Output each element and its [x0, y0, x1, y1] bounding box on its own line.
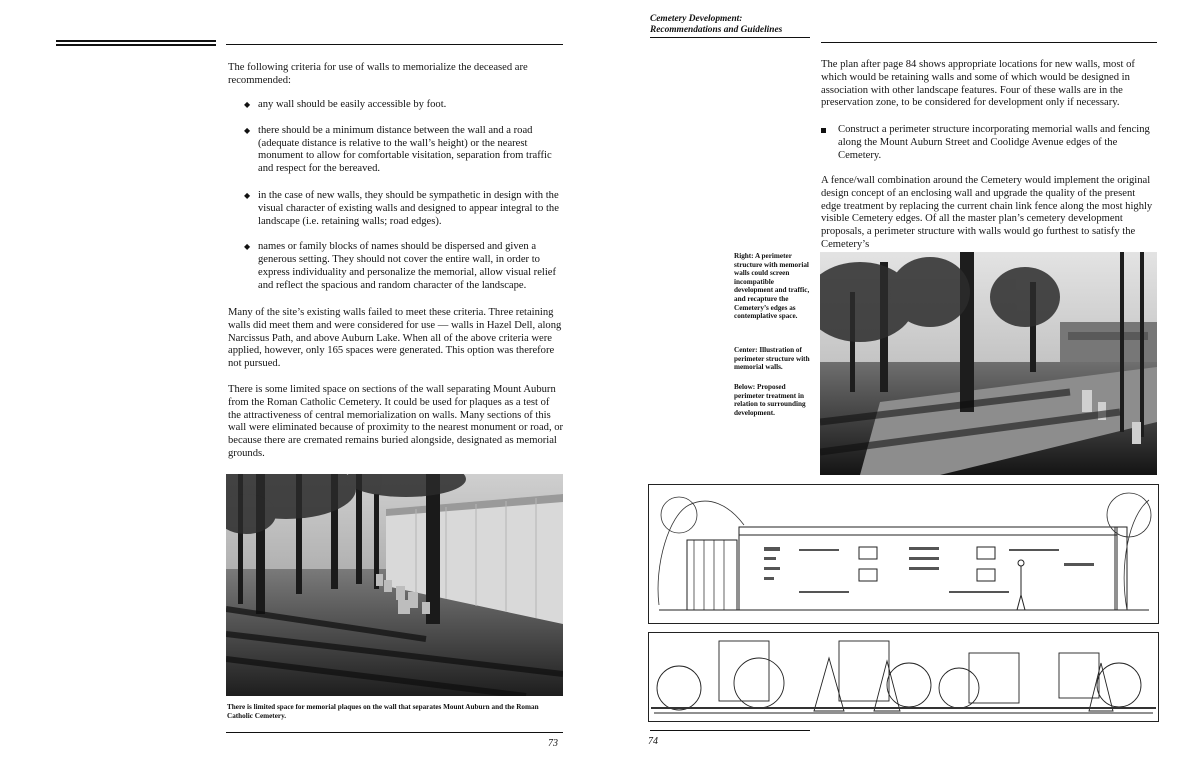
walls-paragraph: Many of the site’s existing walls failed to meet these criteria. Three retaining walls did meet them and were considered for use — walls in Hazel Dell, along Narcissus Path, and above Auburn Lake. When all of the above criteria were applied, however, only 165 spaces were generated. This option was therefore not pursued. [228, 307, 562, 370]
diamond-bullet-icon: ◆ [244, 100, 251, 109]
header-rule-right-short [650, 37, 810, 38]
perimeter-photo [820, 252, 1157, 475]
criteria-item: ◆ there should be a minimum distance between the wall and a road (adequate distance is relative to the wall’s height) or the nearest monument to allow for comfortable visitation, separation from traffic and respect for the bereaved. [244, 124, 552, 175]
criteria-intro: The following criteria for use of walls to memorialize the deceased are recommended: [228, 62, 528, 86]
footer-rule-left [226, 732, 563, 733]
running-header [650, 14, 782, 35]
perimeter-treatment-context-drawing [648, 632, 1159, 722]
criteria-item: ◆ in the case of new walls, they should be sympathetic in design with the visual character of existing walls and designed to appear integral to the landscape (i.e. retaining walls; road edges). [244, 189, 559, 227]
caption-right: Right: A perimeter structure with memorial walls could screen incompatible development and traffic, and recapture the Cemetery’s edges as contemplative space. [734, 252, 810, 321]
fence-wall-paragraph: A fence/wall combination around the Cemetery would implement the original design concept of an enclosing wall and upgrade the quality of the present edge treatment by replacing the current chain link fence along the most highly visible Cemetery edges. Of all the master plan’s cemetery development proposals, a perimeter structure with walls would go furthest to satisfy the Cemetery’s [821, 175, 1153, 250]
perimeter-structure-elevation [648, 484, 1159, 624]
running-header-line1: Cemetery Development: [650, 14, 743, 24]
cemetery-wall-photo [226, 474, 563, 696]
elevation-illustration [649, 485, 1158, 623]
header-double-rule-bottom [56, 44, 216, 46]
header-rule-left [226, 44, 563, 45]
limited-space-paragraph: There is some limited space on sections of the wall separating Mount Auburn from the Roman Catholic Cemetery. It could be used for plaques as a test of the attractiveness of central memorialization on walls. Many sections of this wall were eliminated because of proximity to the nearest monument or road, or because there are cremated remains buried alongside, designated as memorial grounds. [228, 384, 564, 459]
diamond-bullet-icon: ◆ [244, 125, 251, 135]
diamond-bullet-icon: ◆ [244, 190, 251, 200]
header-double-rule-top [56, 40, 216, 42]
perimeter-photo-illustration [820, 252, 1157, 475]
criteria-item: ◆ any wall should be easily accessible by foot. [244, 99, 447, 110]
criteria-item: ◆ names or family blocks of names should be dispersed and given a generous setting. They should not cover the entire wall, in order to express individuality and personalize the memorial, allow visual relief and reflect the spacious and random character of the landscape. [244, 241, 557, 291]
context-illustration [649, 633, 1158, 721]
caption-center: Center: Illustration of perimeter structure with memorial walls. [734, 346, 810, 372]
square-bullet-icon [821, 128, 826, 133]
plan-paragraph: The plan after page 84 shows appropriate locations for new walls, most of which would be retaining walls and some of which would be designed in association with other landscape features. Four of these walls are in the preservation zone, to be considered for development only if necessary. [821, 59, 1135, 109]
running-header-line2: Recommendations and Guidelines [650, 24, 783, 35]
caption-below: Below: Proposed perimeter treatment in relation to surrounding development. [734, 383, 806, 417]
footer-rule-right [650, 730, 810, 731]
criteria-list [244, 99, 564, 306]
wall-photo-illustration [226, 474, 563, 696]
header-rule-right [821, 42, 1157, 43]
perimeter-bullet [821, 124, 1155, 162]
page-number-left: 73 [548, 738, 558, 749]
page-number-right: 74 [648, 736, 658, 747]
diamond-bullet-icon: ◆ [244, 242, 251, 252]
perimeter-bullet-text: Construct a perimeter structure incorporating memorial walls and fencing along the Mount Auburn Street and Coolidge Avenue edges of the Cemetery. [838, 124, 1150, 161]
wall-photo-caption: There is limited space for memorial plaques on the wall that separates Mount Auburn and the Roman Catholic Cemetery. [227, 703, 539, 720]
